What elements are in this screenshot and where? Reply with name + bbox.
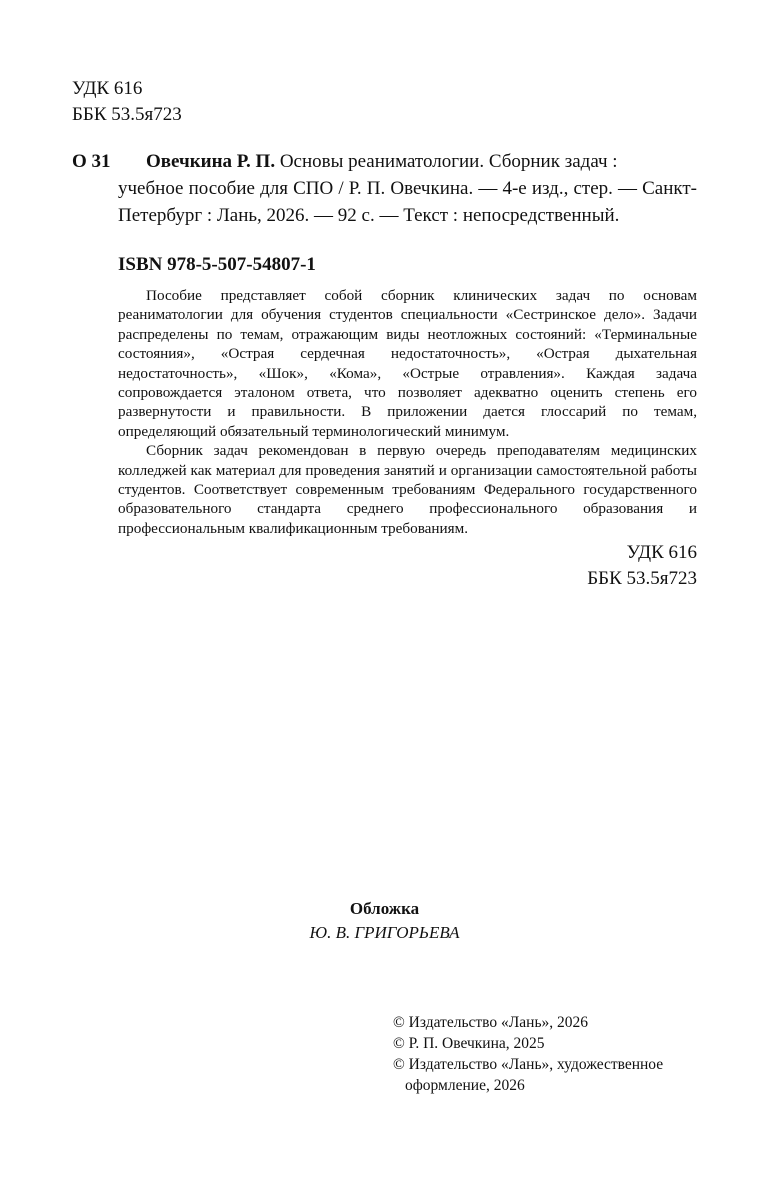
bibliographic-description	[118, 148, 697, 229]
copyright-line-continuation: оформление, 2026	[405, 1077, 525, 1094]
author-name: Овечкина Р. П.	[146, 151, 276, 172]
copyright-line: © Издательство «Лань», 2026	[393, 1014, 589, 1031]
cover-artist: Ю. В. ГРИГОРЬЕВА	[309, 923, 460, 942]
annotation	[118, 286, 697, 538]
publication-details: учебное пособие для СПО / Р. П. Овечкина. — 4-е изд., стер. — Санкт-Петербург : Лань, 2026. — 92 с. — Текст : непосредственный.	[118, 178, 697, 226]
annotation-paragraph: Сборник задач рекомендован в первую очередь преподавателям медицинских колледжей как материал для проведения занятий и организации самостоятельной работы студентов. Соответствует современным требованиям Федерального государственного образовательного стандарта среднего профессионального образования и профессиональным квалификационным требованиям.	[118, 442, 697, 537]
cover-label: Обложка	[349, 899, 420, 918]
udk-code: УДК 616	[72, 78, 143, 99]
book-title: Основы реаниматологии. Сборник задач :	[275, 151, 618, 172]
udk-code: УДК 616	[626, 542, 697, 563]
bbk-code: ББК 53.5я723	[587, 568, 697, 589]
classification-codes-top	[72, 76, 182, 128]
title-line	[118, 148, 697, 175]
classification-codes-bottom	[560, 540, 697, 592]
isbn: ISBN 978-5-507-54807-1	[118, 254, 316, 275]
bibliographic-entry	[72, 148, 697, 229]
annotation-paragraph: Пособие представляет собой сборник клинических задач по основам реаниматологии для обучения студентов специальности «Сестринское дело». Задачи распределены по темам, отражающим виды неотложных состояний: «Терминальные состояния», «Острая сердечная недостаточность», «Острая дыхательная недостаточность», «Шок», «Кома», «Острые отравления». Каждая задача сопровождается эталоном ответа, что позволяет адекватно оценить степень его развернутости и правильности. В приложении дается глоссарий по темам, определяющий обязательный терминологический минимум.	[118, 287, 697, 440]
copyright-block	[393, 1012, 713, 1096]
bbk-code: ББК 53.5я723	[72, 104, 182, 125]
copyright-line: © Р. П. Овечкина, 2025	[393, 1035, 545, 1052]
author-mark: О 31	[72, 151, 111, 172]
cover-credit	[0, 897, 769, 945]
copyright-line: © Издательство «Лань», художественное	[393, 1056, 664, 1073]
